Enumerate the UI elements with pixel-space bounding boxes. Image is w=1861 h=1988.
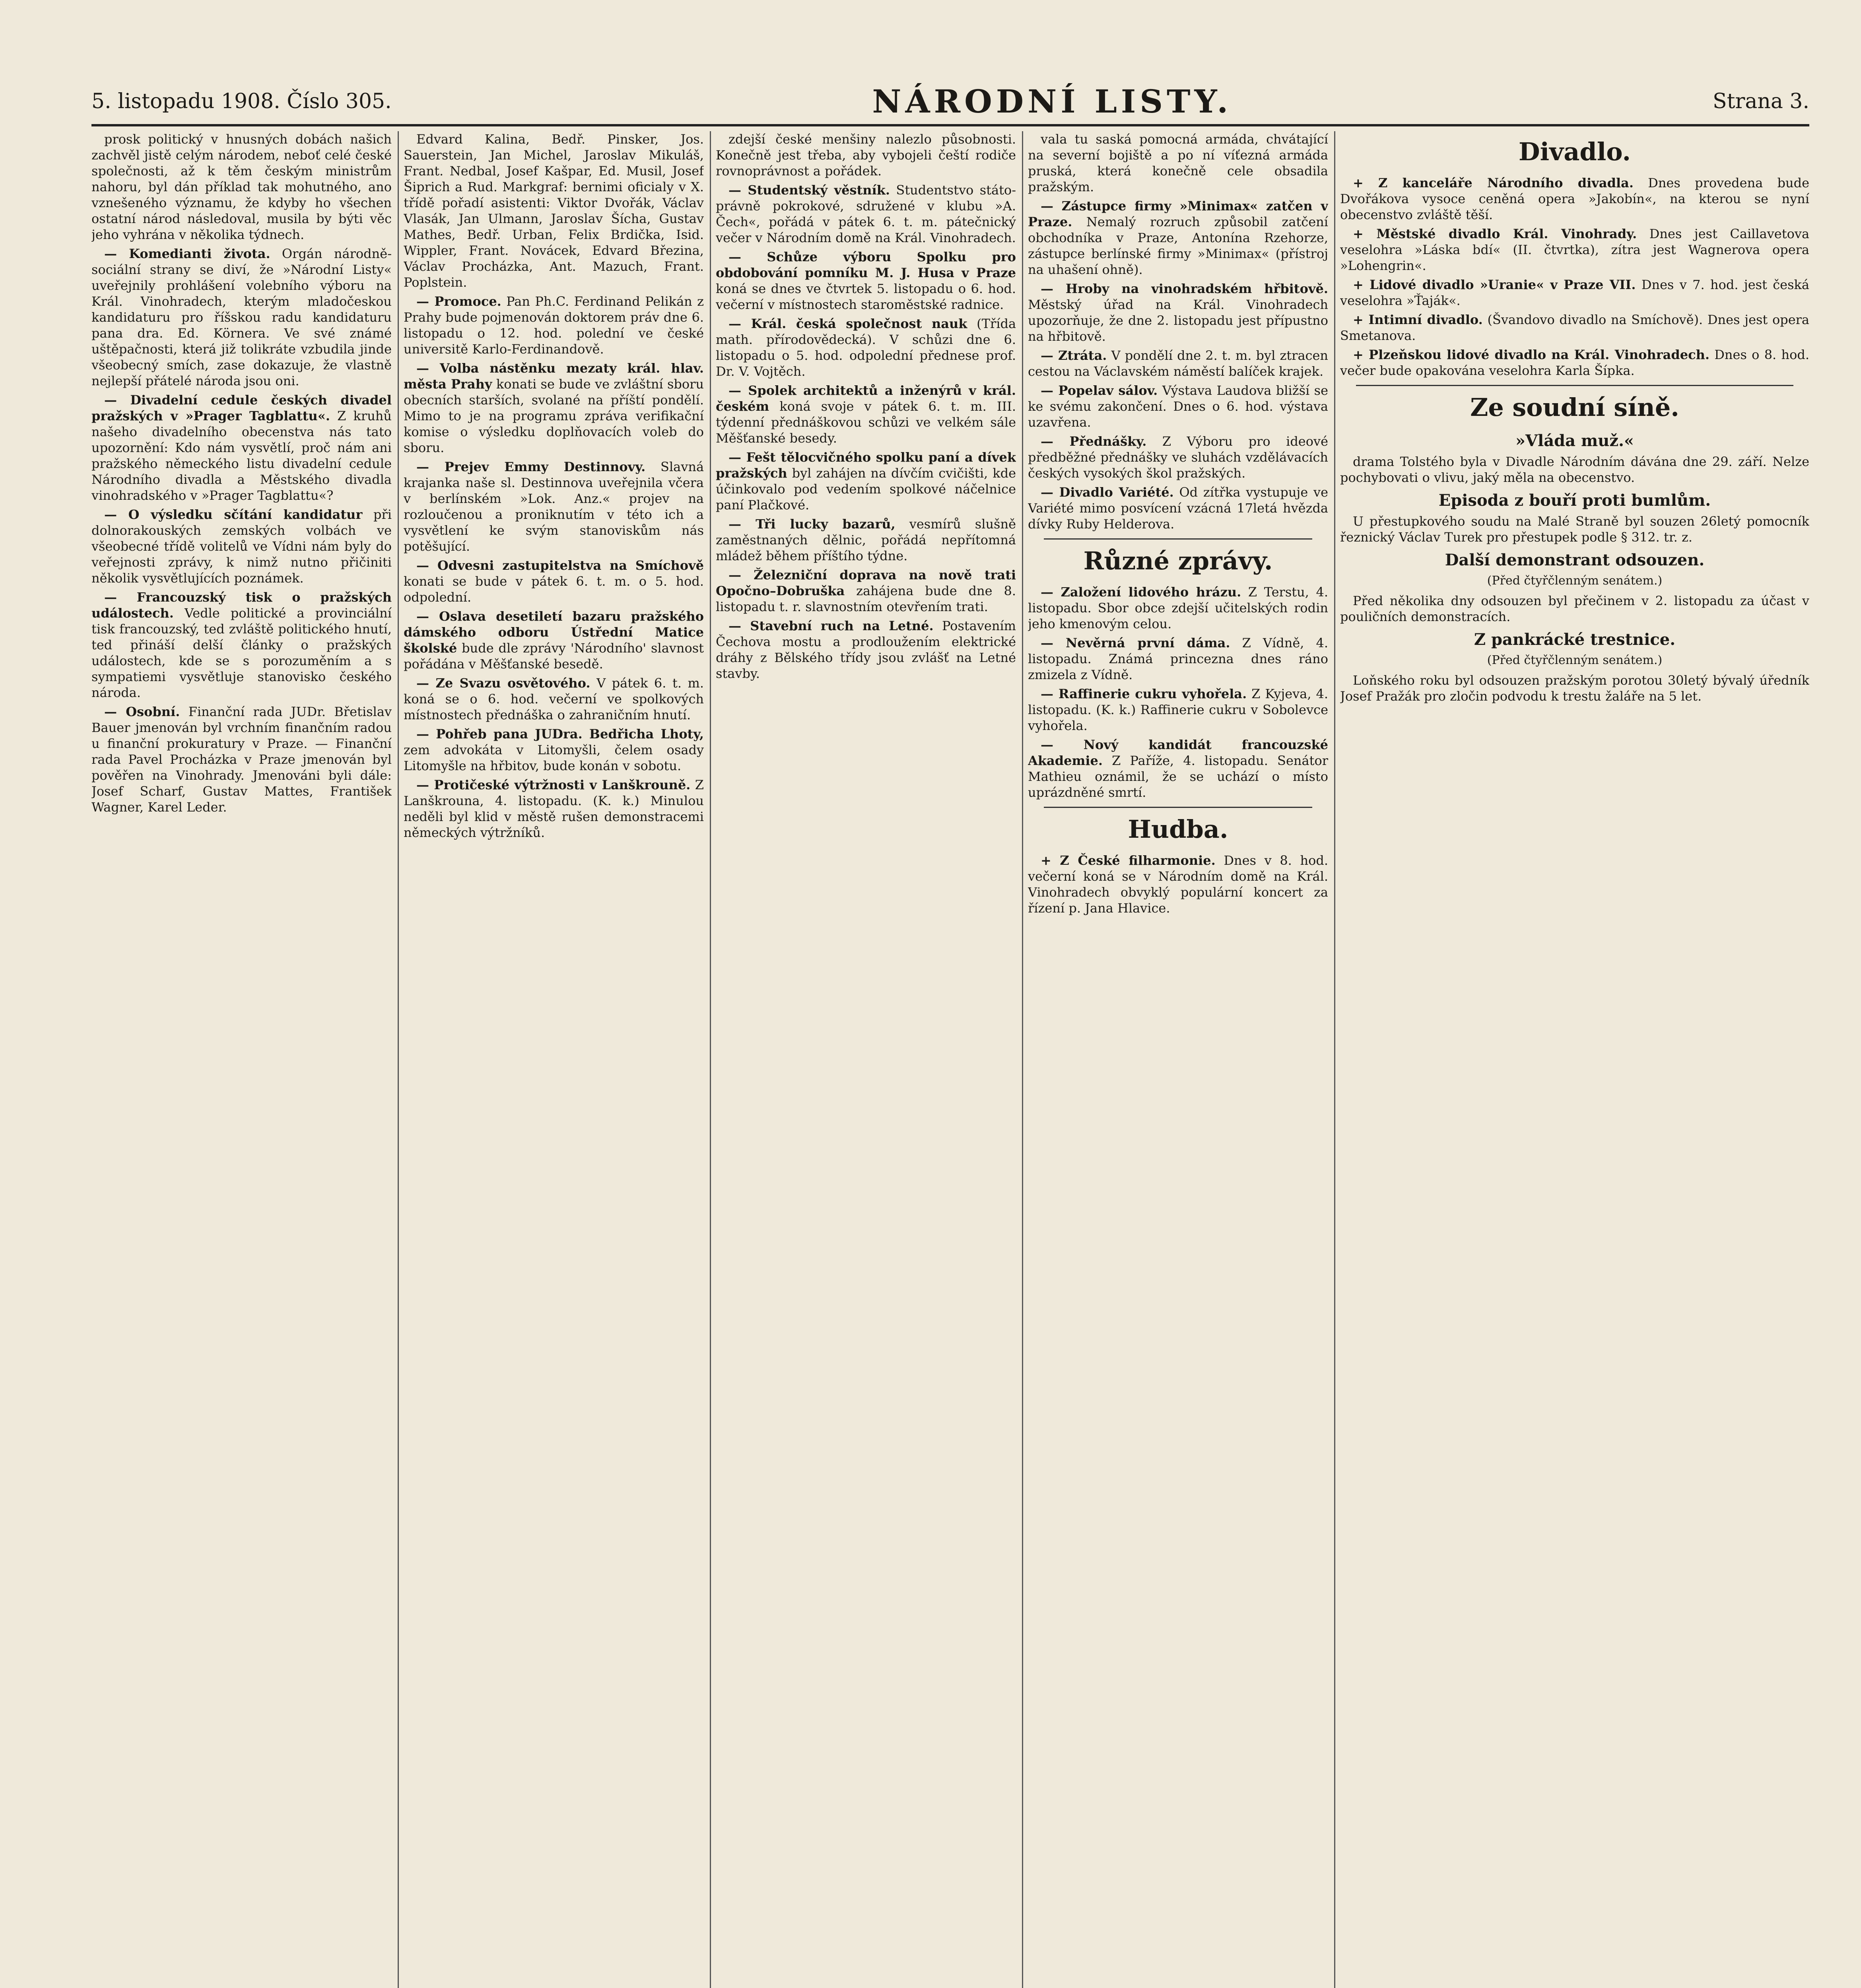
article-headline: + Městské divadlo Král. Vinohrady. — [1353, 226, 1637, 241]
article-text: konati se bude v pátek 6. t. m. o 5. hod. odpolední. — [404, 574, 704, 605]
section-divider — [1044, 538, 1312, 540]
article-title-pankrac: Z pankrácké trestnice. — [1474, 630, 1676, 649]
article-text: Dnes jest Caillavetova veselohra »Láska bdí« (II. čtvrtka), zítra jest Wagnerova opera »Lohengrin«. — [1340, 226, 1809, 273]
column-4 — [1028, 131, 1328, 1988]
article-text: (Švandovo divadlo na Smíchově). Dnes jest opera Smetanova. — [1340, 312, 1809, 343]
section-title-hudba: Hudba. — [1128, 815, 1228, 844]
column-5-episode — [1340, 513, 1809, 545]
article-paragraph — [1340, 226, 1809, 274]
article-text: U přestupkového soudu na Malé Straně byl souzen 26letý pomocník řeznický Václav Turek pro přestupek podle § 312. tr. z. — [1340, 514, 1809, 545]
article-headline: — Nevěrná první dáma. — [1041, 635, 1230, 650]
column-divider — [398, 131, 399, 1988]
article-text: (Třída math. přírodovědecká). V schůzi dne 6. listopadu o 5. hod. odpolední přednese prof. Dr. V. Vojtěch. — [716, 316, 1016, 379]
article-paragraph — [716, 449, 1016, 513]
article-text: Před několika dny odsouzen byl přečinem v 2. listopadu za účast v pouličních demonstracích. — [1340, 593, 1809, 624]
article-headline: — Prejev Emmy Destinnovy. — [416, 459, 646, 474]
article-text: Dnes o 8. hod. večer bude opakována veselohra Karla Šípka. — [1340, 347, 1809, 378]
article-paragraph — [404, 131, 704, 290]
article-paragraph — [1340, 454, 1809, 485]
masthead — [91, 80, 1809, 123]
article-headline: — Stavební ruch na Letné. — [728, 618, 934, 633]
article-headline: — Volba nástěnku mezaty král. hlav. města Prahy — [404, 361, 704, 392]
article-headline: — Raffinerie cukru vyhořela. — [1041, 686, 1247, 701]
article-text: Z Vídně, 4. listopadu. Známá princezna dnes ráno zmizela z Vídně. — [1028, 635, 1328, 682]
article-paragraph — [1340, 672, 1809, 704]
article-paragraph — [1028, 852, 1328, 916]
article-text: Z Paříže, 4. listopadu. Senátor Mathieu oznámil, že se uchází o místo uprázdněné smrtí. — [1028, 753, 1328, 800]
section-divider — [1356, 385, 1793, 386]
article-text: drama Tolstého byla v Divadle Národním dávána dne 29. září. Nelze pochybovati o vlivu, jaký měla na obecenstvo. — [1340, 454, 1809, 485]
column-divider — [1022, 131, 1023, 1988]
article-headline: — Popelav sálov. — [1041, 383, 1158, 398]
article-headline: — Protičeské výtržnosti v Lanškrouně. — [416, 777, 691, 792]
column-3 — [716, 131, 1016, 1988]
article-text: Loňského roku byl odsouzen pražským porotou 30letý bývalý úředník Josef Pražák pro zločin podvodu k trestu žaláře na 5 let. — [1340, 673, 1809, 704]
article-headline: — Studentský věstník. — [728, 182, 890, 198]
article-paragraph — [91, 589, 392, 701]
article-text: Z Terstu, 4. listopadu. Sbor obce zdejší učitelských rodin jeho kmenovým celou. — [1028, 584, 1328, 631]
article-paragraph — [404, 360, 704, 456]
article-headline: — Železniční doprava na nově trati Opočno–Dobruška — [716, 567, 1016, 598]
masthead-rule — [91, 124, 1809, 126]
article-headline: + Z České filharmonie. — [1041, 853, 1216, 868]
article-paragraph — [404, 777, 704, 841]
article-headline: — Založení lidového hrázu. — [1041, 584, 1241, 600]
article-headline: + Z kanceláře Národního divadla. — [1353, 175, 1634, 190]
article-title-demonstrant: Další demonstrant odsouzen. — [1445, 551, 1705, 569]
article-headline: — Odvesni zastupitelstva na Smíchově — [416, 558, 704, 573]
article-text: Slavná krajanka naše sl. Destinnova uveřejnila včera v berlínském »Lok. Anz.« projev na rozloučenou a proniknutím v této ich a vysvětlení ke svým stanoviskům nás potěšující. — [404, 459, 704, 554]
article-text: při dolnorakouských zemských volbách ve všeobecné třídě volitelů ve Vídni nám byly do veřejnosti zprávy, k nimž nutno přičiniti několik vysvětlujících poznámek. — [91, 507, 392, 586]
article-text: Postavením Čechova mostu a prodloužením elektrické dráhy z Bělského třídy jsou zvlášť na Letné stavby. — [716, 618, 1016, 681]
article-text: koná se dnes ve čtvrtek 5. listopadu o 6. hod. večerní v místnostech staroměstské radnice. — [716, 281, 1016, 312]
article-title-vlada-muz: »Vláda muž.« — [1515, 431, 1634, 450]
article-subtitle-demonstrant: (Před čtyřčlenným senátem.) — [1487, 574, 1663, 588]
article-headline: — Ztráta. — [1041, 348, 1107, 363]
article-text: Městský úřad na Král. Vinohradech upozorňuje, že dne 2. listopadu jest přípustno na hřbitově. — [1028, 297, 1328, 344]
section-title-ruzne-zpravy: Různé zprávy. — [1083, 546, 1273, 575]
article-text: vesmírů slušně zaměstnaných dělnic, pořádá nepřítomná mládež během příštího týdne. — [716, 516, 1016, 563]
article-paragraph — [716, 182, 1016, 246]
article-headline: — Spolek architektů a inženýrů v král. českém — [716, 383, 1016, 414]
column-5-court — [1340, 454, 1809, 485]
column-5-theatre — [1340, 175, 1809, 379]
article-paragraph — [91, 704, 392, 815]
article-paragraph — [404, 608, 704, 672]
article-text: Vedle politické a provinciální tisk francouzský, ted zvláště politického hnutí, ted přináší delší články o pražských událostech, kde se s porozuměním a s sympatiemi vysvětluje stanovisko českého národa. — [91, 606, 392, 700]
article-text: konati se bude ve zvláštní sboru obecních starších, svolané na příští pondělí. Mimo to je na programu zpráva verifikační komise o výsledku doplňovacích voleb do sboru. — [404, 377, 704, 455]
article-paragraph — [404, 293, 704, 357]
page-number: Strana 3. — [1712, 89, 1809, 113]
article-paragraph — [404, 459, 704, 554]
newspaper-title: NÁRODNÍ LISTY. — [872, 83, 1232, 120]
article-paragraph — [1340, 175, 1809, 223]
article-paragraph — [1340, 347, 1809, 379]
article-paragraph — [716, 516, 1016, 564]
article-text: Orgán národně-sociální strany se diví, že »Národní Listy« uveřejnily prohlášení volebního výboru na Král. Vinohradech, kterým mladočeskou kandidaturu pro říšskou radu kandidaturu pana dra. Ed. Körnera. Ve své známé uštěpačnosti, která již tolikráte vzbudila jinde všeobecný smích, zase dokazuje, že vlastně nejlepší přátelé národa jsou oni. — [91, 246, 392, 388]
issue-date: 5. listopadu 1908. Číslo 305. — [91, 89, 392, 113]
article-text: zahájena bude dne 8. listopadu t. r. slavnostním otevřením trati. — [716, 583, 1016, 614]
article-headline: — Divadlo Variété. — [1041, 485, 1174, 500]
column-2-articles — [404, 131, 704, 841]
column-5-pankrac — [1340, 672, 1809, 704]
article-text: Z kruhů našeho divadelního obecenstva nás tato upozornění: Kdo nám vysvětlí, proč nám ani pražského německého listu divadelní cedule Národního divadla a Městského divadla vinohradského v »Prager Tagblattu«? — [91, 408, 392, 503]
article-paragraph — [91, 392, 392, 503]
article-paragraph — [1028, 635, 1328, 683]
column-4-news — [1028, 584, 1328, 800]
article-text: prosk politický v hnusných dobách našich zachvěl jistě celým národem, neboť celé české společnosti, až k těm českým ministrům nahoru, byl dán příklad tak mohutného, ano vznešeného významu, že kdyby ho všechen ostatní národ následoval, musila by býti věc jeho vyhrána v několika týdnech. — [91, 132, 392, 242]
article-paragraph — [1340, 593, 1809, 625]
article-headline: — Pohřeb pana JUDra. Bedřicha Lhoty, — [416, 726, 704, 742]
article-text: zem advokáta v Litomyšli, čelem osady Litomyšle na hřbitov, bude konán v sobotu. — [404, 742, 704, 773]
article-text: Finanční rada JUDr. Břetislav Bauer jmenován byl vrchním finančním radou u finanční prokuratury v Praze. — Finanční rada Pavel Procházka v Praze jmenován byl pověřen na Vinohrady. Jmenováni byli dále: Josef Scharf, Gustav Mattes, František Wagner, Karel Leder. — [91, 704, 392, 815]
article-text: Pan Ph.C. Ferdinand Pelikán z Prahy bude pojmenován doktorem práv dne 6. listopadu o 12. hod. polední ve české universitě Karlo-Ferdinandově. — [404, 294, 704, 357]
article-paragraph — [404, 675, 704, 723]
column-1-articles — [91, 131, 392, 815]
article-headline: — Komedianti života. — [104, 246, 270, 261]
article-paragraph — [1340, 312, 1809, 344]
article-paragraph — [1028, 198, 1328, 278]
article-text: Dnes provedena bude Dvořákova vysoce ceněná opera »Jakobín«, na kterou se nyní obecenstvo zvláště těší. — [1340, 175, 1809, 222]
article-text: byl zahájen na dívčím cvičišti, kde účinkovalo pod vedením spolkové náčelnice paní Plačkové. — [716, 466, 1016, 513]
column-4-articles — [1028, 131, 1328, 532]
article-headline: — Promoce. — [416, 294, 501, 309]
article-headline: + Intimní divadlo. — [1353, 312, 1483, 327]
article-paragraph — [1340, 513, 1809, 545]
article-headline: — Ze Svazu osvětového. — [416, 676, 591, 691]
article-paragraph — [716, 249, 1016, 313]
article-text: Dnes v 8. hod. večerní koná se v Národním domě na Král. Vinohradech obvyklý populární koncert za řízení p. Jana Hlavice. — [1028, 853, 1328, 916]
article-paragraph — [1028, 433, 1328, 481]
column-2 — [404, 131, 704, 1988]
article-text: V pátek 6. t. m. koná se o 6. hod. večerní ve spolkových místnostech přednáška o zahraničním hnutí. — [404, 676, 704, 722]
article-headline: — Král. česká společnost nauk — [728, 316, 967, 331]
article-headline: — Schůze výboru Spolku pro obdobování pomníku M. J. Husa v Praze — [716, 249, 1016, 280]
article-paragraph — [1028, 281, 1328, 344]
column-divider — [710, 131, 711, 1988]
article-headline: — Tři lucky bazarů, — [728, 516, 896, 532]
article-text: Nemalý rozruch způsobil zatčení obchodníka v Praze, Antonína Rzehorze, zástupce berlínské firmy »Minimax« (přístroj na uhašení ohně). — [1028, 214, 1328, 277]
article-text: Z Lanškrouna, 4. listopadu. (K. k.) Minulou neděli byl klid v městě rušen demonstracemi německých výtržníků. — [404, 777, 704, 840]
article-paragraph — [91, 246, 392, 389]
article-headline: — Divadelní cedule českých divadel pražských v »Prager Tagblattu«. — [91, 392, 392, 423]
article-paragraph — [1028, 131, 1328, 195]
article-paragraph — [404, 726, 704, 774]
article-paragraph — [716, 131, 1016, 179]
article-paragraph — [716, 618, 1016, 681]
column-1 — [91, 131, 392, 1988]
article-subtitle-pankrac: (Před čtyřčlenným senátem.) — [1487, 653, 1663, 667]
article-paragraph — [716, 382, 1016, 446]
article-paragraph — [1028, 348, 1328, 379]
article-text: Od zítřka vystupuje ve Variété mimo posvícení vzácná 17letá hvězda dívky Ruby Helderova. — [1028, 485, 1328, 532]
article-headline: — Fešt tělocvičného spolku paní a dívek pražských — [716, 450, 1016, 481]
article-text: zdejší české menšiny nalezlo působnosti. Konečně jest třeba, aby vybojeli čeští rodiče rovnoprávnost a pořádek. — [716, 132, 1016, 179]
article-headline: + Plzeňskou lidové divadlo na Král. Vinohradech. — [1353, 347, 1709, 362]
column-divider — [1334, 131, 1335, 1988]
article-paragraph — [91, 131, 392, 243]
section-title-soudni-sin: Ze soudní síně. — [1470, 393, 1679, 422]
article-text: Edvard Kalina, Bedř. Pinsker, Jos. Sauerstein, Jan Michel, Jaroslav Mikuláš, Frant. Nedbal, Josef Kašpar, Ed. Musil, Josef Šiprich a Rud. Markgraf: bernimi oficialy v X. třídě pořadí asistenti: Viktor Dvořák, Václav Vlasák, Jan Ulmann, Jaroslav Šícha, Gustav Mathes, Bedř. Urban, Felix Brdička, Isid. Wippler, Frant. Novácek, Edvard Březina, Václav Procházka, Ant. Mazuch, Frant. Poplstein. — [404, 132, 704, 290]
section-divider — [1044, 807, 1312, 808]
column-3-articles — [716, 131, 1016, 681]
column-4-music — [1028, 852, 1328, 916]
article-headline: — Přednášky. — [1041, 434, 1147, 449]
article-text: koná svoje v pátek 6. t. m. III. týdenní přednáškovou schůzi ve velkém sále Měšťanské besedy. — [716, 399, 1016, 446]
article-paragraph — [1028, 382, 1328, 430]
article-headline: + Lidové divadlo »Uranie« v Praze VII. — [1353, 277, 1636, 292]
article-headline: — Hroby na vinohradském hřbitově. — [1041, 281, 1328, 296]
article-paragraph — [716, 567, 1016, 615]
article-headline: — Oslava desetiletí bazaru pražského dámského odboru Ústřední Matice školské — [404, 609, 704, 656]
article-text: Z Kyjeva, 4. listopadu. (K. k.) Raffinerie cukru v Sobolevce vyhořela. — [1028, 686, 1328, 733]
article-paragraph — [1028, 737, 1328, 800]
article-headline: — O výsledku sčítání kandidatur — [104, 507, 363, 522]
article-text: V pondělí dne 2. t. m. byl ztracen cestou na Václavském náměstí balíček krajek. — [1028, 348, 1328, 379]
article-text: vala tu saská pomocná armáda, chvátající na severní bojiště a po ní víťezná armáda pruská, která konečně cele obsadila pražským. — [1028, 132, 1328, 194]
article-text: Dnes v 7. hod. jest česká veselohra »Ťaják«. — [1340, 277, 1809, 308]
article-text: Z Výboru pro ideové předběžné přednášky ve sluhách vzdělávacích českých vysokých škol pražských. — [1028, 434, 1328, 481]
column-5 — [1340, 131, 1809, 1988]
article-title-episoda: Episoda z bouří proti bumlům. — [1438, 491, 1711, 510]
article-text: Výstava Laudova bližší se ke svému zakončení. Dnes o 6. hod. výstava uzavřena. — [1028, 383, 1328, 430]
article-paragraph — [404, 557, 704, 605]
article-paragraph — [1028, 584, 1328, 632]
article-paragraph — [1340, 277, 1809, 309]
article-headline: — Zástupce firmy »Minimax« zatčen v Praze. — [1028, 198, 1328, 229]
article-headline: — Francouzský tisk o pražských událostech. — [91, 590, 392, 621]
article-paragraph — [91, 507, 392, 586]
article-paragraph — [716, 316, 1016, 379]
article-headline: — Osobní. — [104, 704, 180, 719]
article-paragraph — [1028, 686, 1328, 734]
article-text: bude dle zprávy 'Národního' slavnost pořádána v Měšťanské besedě. — [404, 641, 704, 672]
article-headline: — Nový kandidát francouzské Akademie. — [1028, 737, 1328, 768]
article-paragraph — [1028, 484, 1328, 532]
section-title-divadlo: Divadlo. — [1518, 137, 1631, 166]
column-5-demo — [1340, 593, 1809, 625]
article-text: Studentstvo státo-právně pokrokové, sdružené v klubu »A. Čech«, pořádá v pátek 6. t. m. pátečnický večer v Národním domě na Král. Vinohradech. — [716, 182, 1016, 245]
